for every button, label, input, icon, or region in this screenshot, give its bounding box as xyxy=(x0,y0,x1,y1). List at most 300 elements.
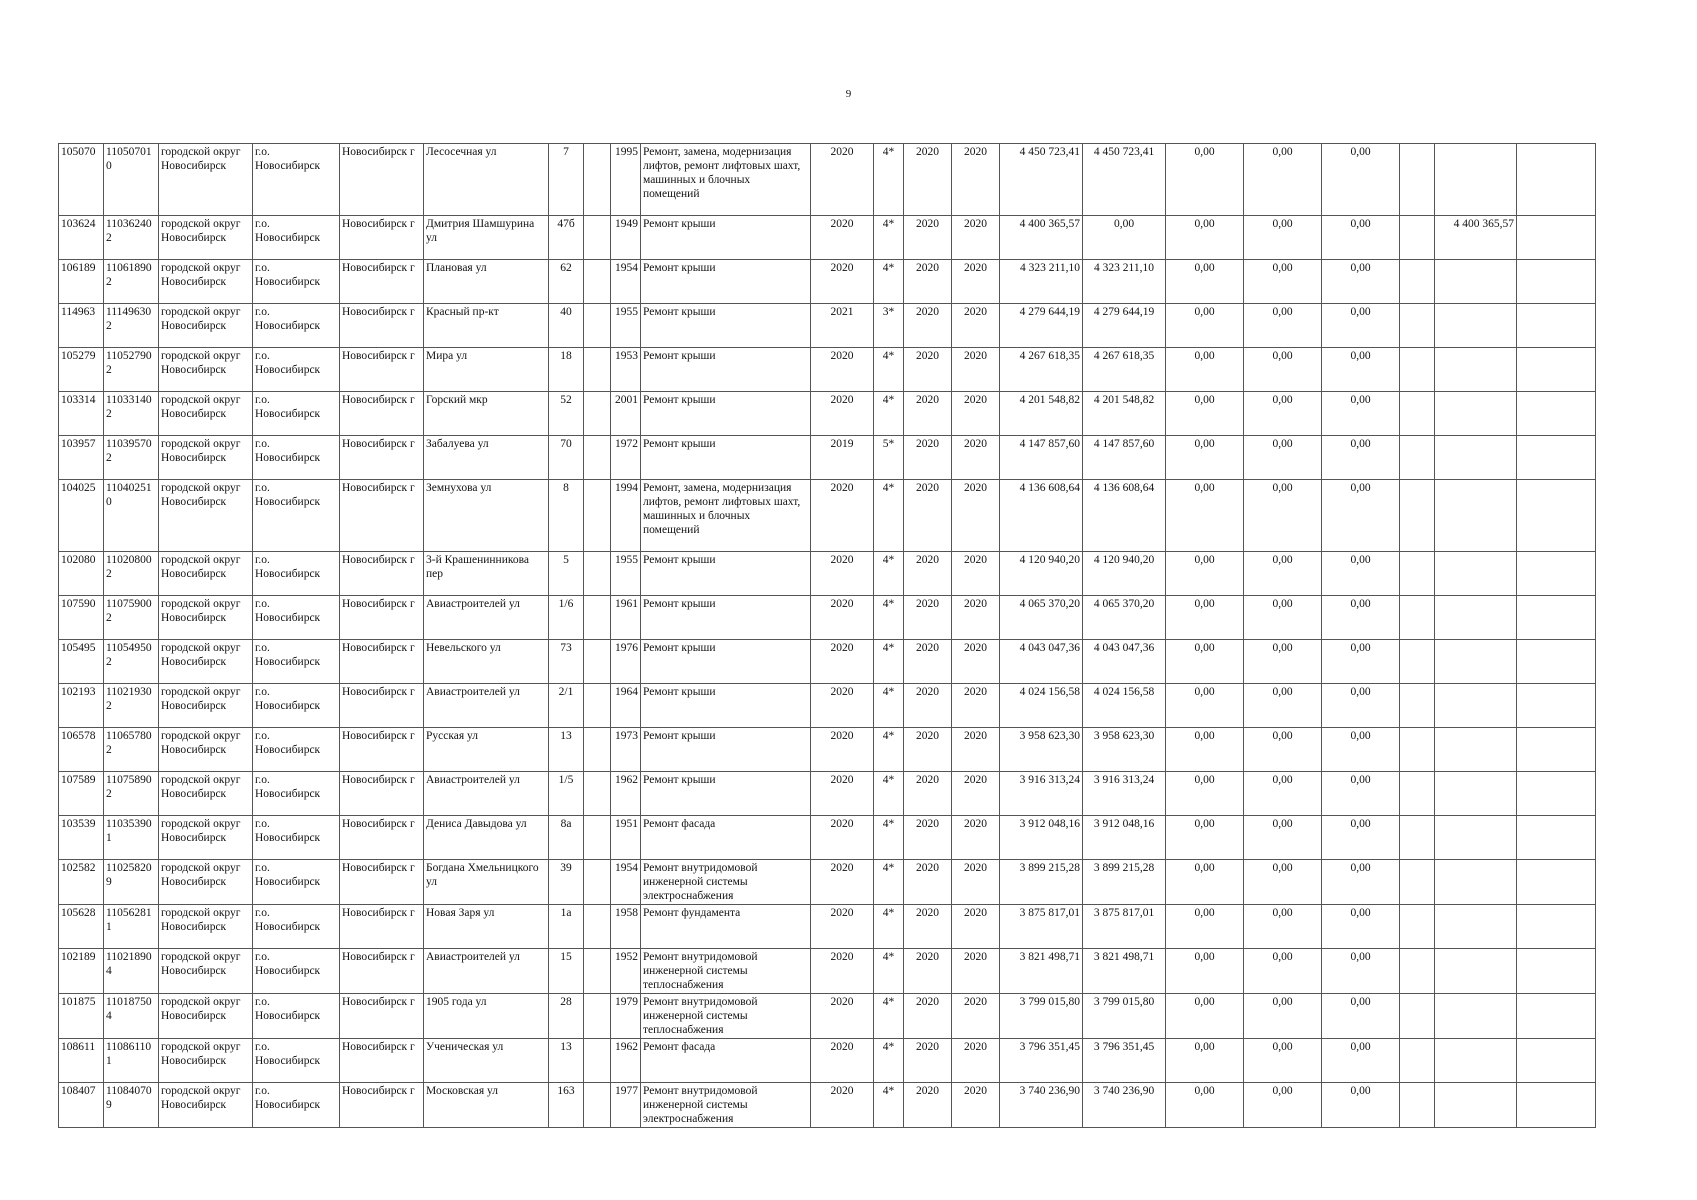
cell-reserve xyxy=(1400,144,1435,216)
cell-notes xyxy=(1517,348,1596,392)
cell-end-year: 2020 xyxy=(952,392,1000,436)
cell-municipality: городской округ Новосибирск xyxy=(159,1039,253,1083)
cell-owner-funds xyxy=(1435,728,1517,772)
cell-reserve xyxy=(1400,905,1435,949)
cell-budget-federal: 0,00 xyxy=(1166,949,1244,994)
cell-street: Невельского ул xyxy=(424,640,549,684)
cell-fund-cost: 4 065 370,20 xyxy=(1083,596,1166,640)
cell-priority: 5* xyxy=(874,436,904,480)
cell-budget-regional: 0,00 xyxy=(1244,905,1322,949)
cell-reserve xyxy=(1400,949,1435,994)
cell-building xyxy=(584,304,611,348)
table-row xyxy=(59,436,1596,480)
cell-year-built: 1955 xyxy=(611,552,641,596)
cell-work-type: Ремонт крыши xyxy=(641,728,811,772)
table-row xyxy=(59,144,1596,216)
cell-year-built: 1979 xyxy=(611,994,641,1039)
cell-work-type: Ремонт крыши xyxy=(641,552,811,596)
cell-house-number: 8а xyxy=(549,816,584,860)
cell-budget-federal: 0,00 xyxy=(1166,304,1244,348)
cell-fund-cost: 4 323 211,10 xyxy=(1083,260,1166,304)
cell-city: Новосибирск г xyxy=(340,640,424,684)
cell-budget-local: 0,00 xyxy=(1322,994,1400,1039)
cell-start-year: 2020 xyxy=(904,640,952,684)
cell-district: г.о. Новосибирск xyxy=(253,392,340,436)
cell-end-year: 2020 xyxy=(952,260,1000,304)
cell-start-year: 2020 xyxy=(904,728,952,772)
cell-district: г.о. Новосибирск xyxy=(253,436,340,480)
cell-municipality: городской округ Новосибирск xyxy=(159,1083,253,1128)
cell-budget-regional: 0,00 xyxy=(1244,1039,1322,1083)
cell-municipality: городской округ Новосибирск xyxy=(159,480,253,552)
cell-budget-regional: 0,00 xyxy=(1244,144,1322,216)
table-row xyxy=(59,1039,1596,1083)
cell-city: Новосибирск г xyxy=(340,596,424,640)
cell-city: Новосибирск г xyxy=(340,348,424,392)
cell-start-year: 2020 xyxy=(904,905,952,949)
cell-reserve xyxy=(1400,436,1435,480)
cell-house-id: 102189 xyxy=(59,949,104,994)
cell-end-year: 2020 xyxy=(952,1039,1000,1083)
cell-house-number: 40 xyxy=(549,304,584,348)
cell-priority: 4* xyxy=(874,684,904,728)
cell-budget-local: 0,00 xyxy=(1322,480,1400,552)
cell-budget-regional: 0,00 xyxy=(1244,260,1322,304)
cell-district: г.о. Новосибирск xyxy=(253,684,340,728)
cell-plan-year: 2020 xyxy=(811,860,874,905)
cell-work-type: Ремонт внутридомовой инженерной системы электроснабжения xyxy=(641,860,811,905)
cell-municipality: городской округ Новосибирск xyxy=(159,640,253,684)
table-row xyxy=(59,260,1596,304)
cell-fund-cost: 3 821 498,71 xyxy=(1083,949,1166,994)
cell-plan-year: 2020 xyxy=(811,816,874,860)
cell-reserve xyxy=(1400,816,1435,860)
cell-start-year: 2020 xyxy=(904,994,952,1039)
cell-notes xyxy=(1517,144,1596,216)
cell-budget-local: 0,00 xyxy=(1322,905,1400,949)
cell-building xyxy=(584,949,611,994)
cell-plan-year: 2020 xyxy=(811,905,874,949)
cell-fund-cost: 4 450 723,41 xyxy=(1083,144,1166,216)
cell-house-id: 103314 xyxy=(59,392,104,436)
cell-notes xyxy=(1517,816,1596,860)
cell-house-id: 103957 xyxy=(59,436,104,480)
cell-house-id: 105628 xyxy=(59,905,104,949)
cell-total-cost: 3 958 623,30 xyxy=(1000,728,1083,772)
cell-work-type: Ремонт крыши xyxy=(641,348,811,392)
cell-municipality: городской округ Новосибирск xyxy=(159,348,253,392)
cell-budget-federal: 0,00 xyxy=(1166,1039,1244,1083)
cell-house-number: 47б xyxy=(549,216,584,260)
table-row xyxy=(59,640,1596,684)
cell-budget-federal: 0,00 xyxy=(1166,684,1244,728)
cell-budget-local: 0,00 xyxy=(1322,728,1400,772)
cell-year-built: 1954 xyxy=(611,260,641,304)
cell-budget-regional: 0,00 xyxy=(1244,772,1322,816)
cell-city: Новосибирск г xyxy=(340,905,424,949)
cell-total-cost: 3 796 351,45 xyxy=(1000,1039,1083,1083)
cell-fund-cost: 4 136 608,64 xyxy=(1083,480,1166,552)
cell-budget-local: 0,00 xyxy=(1322,304,1400,348)
cell-notes xyxy=(1517,216,1596,260)
cell-budget-federal: 0,00 xyxy=(1166,480,1244,552)
cell-start-year: 2020 xyxy=(904,1083,952,1128)
cell-street: Земнухова ул xyxy=(424,480,549,552)
cell-fund-cost: 4 120 940,20 xyxy=(1083,552,1166,596)
cell-building xyxy=(584,772,611,816)
cell-registry-code: 110258209 xyxy=(104,860,159,905)
cell-priority: 4* xyxy=(874,728,904,772)
cell-priority: 4* xyxy=(874,348,904,392)
cell-reserve xyxy=(1400,994,1435,1039)
cell-budget-local: 0,00 xyxy=(1322,1083,1400,1128)
cell-reserve xyxy=(1400,1083,1435,1128)
cell-fund-cost: 4 267 618,35 xyxy=(1083,348,1166,392)
cell-municipality: городской округ Новосибирск xyxy=(159,994,253,1039)
cell-priority: 4* xyxy=(874,392,904,436)
cell-budget-regional: 0,00 xyxy=(1244,994,1322,1039)
cell-city: Новосибирск г xyxy=(340,304,424,348)
table-row xyxy=(59,480,1596,552)
cell-budget-federal: 0,00 xyxy=(1166,216,1244,260)
cell-budget-federal: 0,00 xyxy=(1166,905,1244,949)
cell-house-number: 18 xyxy=(549,348,584,392)
cell-house-number: 13 xyxy=(549,1039,584,1083)
cell-registry-code: 110861101 xyxy=(104,1039,159,1083)
cell-municipality: городской округ Новосибирск xyxy=(159,949,253,994)
cell-start-year: 2020 xyxy=(904,144,952,216)
cell-building xyxy=(584,480,611,552)
cell-budget-regional: 0,00 xyxy=(1244,640,1322,684)
cell-work-type: Ремонт, замена, модернизация лифтов, ремонт лифтовых шахт, машинных и блочных помещений xyxy=(641,144,811,216)
cell-notes xyxy=(1517,436,1596,480)
cell-start-year: 2020 xyxy=(904,392,952,436)
cell-building xyxy=(584,728,611,772)
cell-owner-funds xyxy=(1435,640,1517,684)
table-row xyxy=(59,348,1596,392)
cell-budget-regional: 0,00 xyxy=(1244,728,1322,772)
cell-district: г.о. Новосибирск xyxy=(253,480,340,552)
cell-district: г.о. Новосибирск xyxy=(253,949,340,994)
cell-municipality: городской округ Новосибирск xyxy=(159,552,253,596)
cell-street: Авиастроителей ул xyxy=(424,684,549,728)
cell-year-built: 1962 xyxy=(611,772,641,816)
cell-end-year: 2020 xyxy=(952,860,1000,905)
cell-budget-local: 0,00 xyxy=(1322,596,1400,640)
cell-house-id: 101875 xyxy=(59,994,104,1039)
cell-work-type: Ремонт внутридомовой инженерной системы теплоснабжения xyxy=(641,994,811,1039)
cell-plan-year: 2019 xyxy=(811,436,874,480)
cell-budget-regional: 0,00 xyxy=(1244,684,1322,728)
cell-budget-local: 0,00 xyxy=(1322,816,1400,860)
cell-start-year: 2020 xyxy=(904,216,952,260)
cell-year-built: 1952 xyxy=(611,949,641,994)
cell-end-year: 2020 xyxy=(952,552,1000,596)
cell-district: г.о. Новосибирск xyxy=(253,772,340,816)
cell-house-number: 39 xyxy=(549,860,584,905)
cell-registry-code: 110562811 xyxy=(104,905,159,949)
cell-plan-year: 2020 xyxy=(811,949,874,994)
cell-end-year: 2020 xyxy=(952,304,1000,348)
cell-street: Дмитрия Шамшурина ул xyxy=(424,216,549,260)
cell-house-id: 105495 xyxy=(59,640,104,684)
cell-start-year: 2020 xyxy=(904,772,952,816)
cell-house-id: 102193 xyxy=(59,684,104,728)
cell-budget-federal: 0,00 xyxy=(1166,1083,1244,1128)
cell-total-cost: 4 323 211,10 xyxy=(1000,260,1083,304)
cell-notes xyxy=(1517,728,1596,772)
cell-house-number: 7 xyxy=(549,144,584,216)
cell-registry-code: 110527902 xyxy=(104,348,159,392)
cell-total-cost: 4 450 723,41 xyxy=(1000,144,1083,216)
cell-fund-cost: 4 043 047,36 xyxy=(1083,640,1166,684)
cell-notes xyxy=(1517,552,1596,596)
cell-district: г.о. Новосибирск xyxy=(253,596,340,640)
cell-reserve xyxy=(1400,552,1435,596)
cell-budget-local: 0,00 xyxy=(1322,144,1400,216)
cell-end-year: 2020 xyxy=(952,480,1000,552)
cell-plan-year: 2020 xyxy=(811,1083,874,1128)
cell-work-type: Ремонт крыши xyxy=(641,216,811,260)
cell-plan-year: 2020 xyxy=(811,772,874,816)
cell-budget-regional: 0,00 xyxy=(1244,949,1322,994)
cell-budget-regional: 0,00 xyxy=(1244,816,1322,860)
cell-budget-local: 0,00 xyxy=(1322,436,1400,480)
cell-registry-code: 110759002 xyxy=(104,596,159,640)
cell-city: Новосибирск г xyxy=(340,216,424,260)
cell-city: Новосибирск г xyxy=(340,1083,424,1128)
cell-total-cost: 4 267 618,35 xyxy=(1000,348,1083,392)
cell-total-cost: 3 799 015,80 xyxy=(1000,994,1083,1039)
cell-registry-code: 110840709 xyxy=(104,1083,159,1128)
cell-year-built: 1951 xyxy=(611,816,641,860)
cell-budget-regional: 0,00 xyxy=(1244,436,1322,480)
cell-district: г.о. Новосибирск xyxy=(253,994,340,1039)
cell-total-cost: 3 875 817,01 xyxy=(1000,905,1083,949)
table-row xyxy=(59,596,1596,640)
cell-reserve xyxy=(1400,596,1435,640)
cell-owner-funds xyxy=(1435,684,1517,728)
cell-owner-funds xyxy=(1435,436,1517,480)
cell-start-year: 2020 xyxy=(904,436,952,480)
cell-budget-local: 0,00 xyxy=(1322,216,1400,260)
cell-building xyxy=(584,816,611,860)
cell-plan-year: 2020 xyxy=(811,144,874,216)
cell-registry-code: 110618902 xyxy=(104,260,159,304)
cell-registry-code: 110187504 xyxy=(104,994,159,1039)
cell-notes xyxy=(1517,860,1596,905)
cell-house-id: 102080 xyxy=(59,552,104,596)
cell-street: Забалуева ул xyxy=(424,436,549,480)
cell-budget-federal: 0,00 xyxy=(1166,392,1244,436)
cell-building xyxy=(584,144,611,216)
cell-street: 3-й Крашенинникова пер xyxy=(424,552,549,596)
cell-building xyxy=(584,392,611,436)
cell-building xyxy=(584,1083,611,1128)
cell-start-year: 2020 xyxy=(904,596,952,640)
cell-plan-year: 2020 xyxy=(811,260,874,304)
table-row xyxy=(59,216,1596,260)
cell-notes xyxy=(1517,684,1596,728)
cell-total-cost: 3 740 236,90 xyxy=(1000,1083,1083,1128)
cell-reserve xyxy=(1400,772,1435,816)
cell-city: Новосибирск г xyxy=(340,1039,424,1083)
cell-plan-year: 2020 xyxy=(811,216,874,260)
cell-street: Авиастроителей ул xyxy=(424,596,549,640)
cell-fund-cost: 0,00 xyxy=(1083,216,1166,260)
cell-municipality: городской округ Новосибирск xyxy=(159,260,253,304)
cell-work-type: Ремонт крыши xyxy=(641,596,811,640)
cell-house-number: 8 xyxy=(549,480,584,552)
cell-plan-year: 2020 xyxy=(811,480,874,552)
cell-owner-funds xyxy=(1435,304,1517,348)
cell-end-year: 2020 xyxy=(952,949,1000,994)
cell-registry-code: 110549502 xyxy=(104,640,159,684)
cell-fund-cost: 3 796 351,45 xyxy=(1083,1039,1166,1083)
cell-total-cost: 4 400 365,57 xyxy=(1000,216,1083,260)
cell-budget-local: 0,00 xyxy=(1322,260,1400,304)
cell-priority: 4* xyxy=(874,860,904,905)
cell-house-id: 106189 xyxy=(59,260,104,304)
cell-municipality: городской округ Новосибирск xyxy=(159,216,253,260)
cell-registry-code: 110402510 xyxy=(104,480,159,552)
cell-owner-funds xyxy=(1435,816,1517,860)
cell-year-built: 1954 xyxy=(611,860,641,905)
cell-start-year: 2020 xyxy=(904,1039,952,1083)
cell-city: Новосибирск г xyxy=(340,480,424,552)
cell-owner-funds xyxy=(1435,949,1517,994)
cell-owner-funds xyxy=(1435,772,1517,816)
cell-total-cost: 3 916 313,24 xyxy=(1000,772,1083,816)
cell-house-id: 102582 xyxy=(59,860,104,905)
cell-year-built: 1955 xyxy=(611,304,641,348)
cell-notes xyxy=(1517,994,1596,1039)
cell-reserve xyxy=(1400,216,1435,260)
cell-street: Московская ул xyxy=(424,1083,549,1128)
cell-fund-cost: 3 875 817,01 xyxy=(1083,905,1166,949)
cell-priority: 4* xyxy=(874,552,904,596)
cell-district: г.о. Новосибирск xyxy=(253,348,340,392)
cell-priority: 4* xyxy=(874,949,904,994)
cell-reserve xyxy=(1400,260,1435,304)
cell-city: Новосибирск г xyxy=(340,552,424,596)
table-row xyxy=(59,772,1596,816)
cell-owner-funds xyxy=(1435,596,1517,640)
cell-building xyxy=(584,348,611,392)
cell-building xyxy=(584,905,611,949)
cell-priority: 4* xyxy=(874,216,904,260)
cell-budget-federal: 0,00 xyxy=(1166,728,1244,772)
cell-building xyxy=(584,216,611,260)
cell-start-year: 2020 xyxy=(904,816,952,860)
cell-notes xyxy=(1517,640,1596,684)
cell-budget-regional: 0,00 xyxy=(1244,552,1322,596)
cell-district: г.о. Новосибирск xyxy=(253,860,340,905)
cell-city: Новосибирск г xyxy=(340,144,424,216)
cell-total-cost: 4 279 644,19 xyxy=(1000,304,1083,348)
table-row xyxy=(59,1083,1596,1128)
cell-city: Новосибирск г xyxy=(340,728,424,772)
cell-end-year: 2020 xyxy=(952,436,1000,480)
cell-fund-cost: 4 279 644,19 xyxy=(1083,304,1166,348)
cell-year-built: 1973 xyxy=(611,728,641,772)
table-row xyxy=(59,949,1596,994)
cell-work-type: Ремонт крыши xyxy=(641,392,811,436)
cell-municipality: городской округ Новосибирск xyxy=(159,436,253,480)
cell-work-type: Ремонт фасада xyxy=(641,816,811,860)
cell-building xyxy=(584,596,611,640)
cell-house-id: 103539 xyxy=(59,816,104,860)
cell-budget-local: 0,00 xyxy=(1322,949,1400,994)
cell-year-built: 1995 xyxy=(611,144,641,216)
cell-notes xyxy=(1517,304,1596,348)
cell-priority: 4* xyxy=(874,905,904,949)
cell-house-id: 108407 xyxy=(59,1083,104,1128)
cell-fund-cost: 4 024 156,58 xyxy=(1083,684,1166,728)
cell-fund-cost: 3 916 313,24 xyxy=(1083,772,1166,816)
cell-budget-federal: 0,00 xyxy=(1166,348,1244,392)
cell-street: Дениса Давыдова ул xyxy=(424,816,549,860)
cell-house-id: 108611 xyxy=(59,1039,104,1083)
cell-house-number: 52 xyxy=(549,392,584,436)
cell-start-year: 2020 xyxy=(904,860,952,905)
cell-building xyxy=(584,436,611,480)
cell-owner-funds xyxy=(1435,260,1517,304)
cell-notes xyxy=(1517,260,1596,304)
cell-owner-funds xyxy=(1435,480,1517,552)
cell-budget-federal: 0,00 xyxy=(1166,994,1244,1039)
cell-total-cost: 3 912 048,16 xyxy=(1000,816,1083,860)
cell-reserve xyxy=(1400,480,1435,552)
cell-start-year: 2020 xyxy=(904,949,952,994)
cell-registry-code: 110219302 xyxy=(104,684,159,728)
cell-owner-funds xyxy=(1435,1039,1517,1083)
cell-priority: 4* xyxy=(874,1083,904,1128)
cell-priority: 4* xyxy=(874,1039,904,1083)
cell-fund-cost: 4 147 857,60 xyxy=(1083,436,1166,480)
cell-building xyxy=(584,552,611,596)
cell-budget-federal: 0,00 xyxy=(1166,860,1244,905)
cell-house-id: 105070 xyxy=(59,144,104,216)
cell-house-number: 1/6 xyxy=(549,596,584,640)
cell-year-built: 2001 xyxy=(611,392,641,436)
cell-work-type: Ремонт внутридомовой инженерной системы электроснабжения xyxy=(641,1083,811,1128)
cell-owner-funds xyxy=(1435,144,1517,216)
cell-district: г.о. Новосибирск xyxy=(253,905,340,949)
table-row xyxy=(59,728,1596,772)
cell-budget-regional: 0,00 xyxy=(1244,480,1322,552)
page-number: 9 xyxy=(845,88,852,100)
cell-notes xyxy=(1517,480,1596,552)
cell-house-number: 2/1 xyxy=(549,684,584,728)
cell-municipality: городской округ Новосибирск xyxy=(159,816,253,860)
cell-building xyxy=(584,684,611,728)
cell-plan-year: 2020 xyxy=(811,1039,874,1083)
cell-plan-year: 2020 xyxy=(811,640,874,684)
cell-house-id: 106578 xyxy=(59,728,104,772)
cell-fund-cost: 3 958 623,30 xyxy=(1083,728,1166,772)
cell-registry-code: 110331402 xyxy=(104,392,159,436)
cell-plan-year: 2020 xyxy=(811,684,874,728)
cell-year-built: 1953 xyxy=(611,348,641,392)
cell-house-id: 103624 xyxy=(59,216,104,260)
cell-house-number: 70 xyxy=(549,436,584,480)
cell-reserve xyxy=(1400,392,1435,436)
cell-owner-funds xyxy=(1435,392,1517,436)
cell-end-year: 2020 xyxy=(952,348,1000,392)
cell-building xyxy=(584,260,611,304)
cell-street: Авиастроителей ул xyxy=(424,949,549,994)
